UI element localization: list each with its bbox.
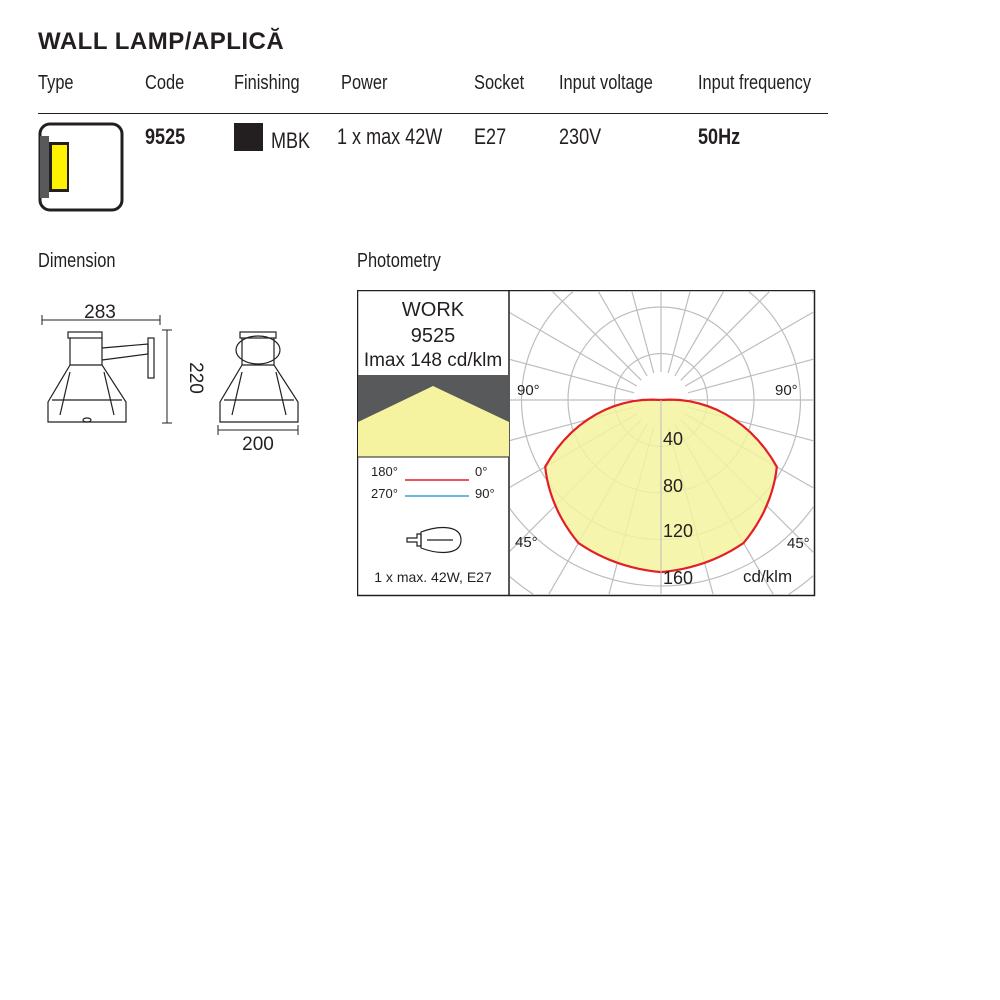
header-finishing: Finishing — [234, 72, 300, 94]
finish-swatch — [234, 123, 263, 151]
header-socket: Socket — [474, 72, 525, 94]
dimension-label: Dimension — [38, 250, 116, 272]
ring-label-40: 40 — [663, 429, 684, 449]
imax-label: Imax 148 cd/klm — [363, 350, 503, 371]
legend-red-right: 0° — [475, 464, 488, 479]
photometry-label: Photometry — [357, 250, 441, 272]
socket-value: E27 — [474, 124, 507, 149]
header-type: Type — [38, 72, 74, 94]
frequency-value: 50Hz — [698, 124, 741, 149]
header-power: Power — [341, 72, 388, 94]
header-divider — [38, 113, 828, 114]
voltage-value: 230V — [559, 124, 602, 149]
product-code: 9525 — [145, 124, 186, 149]
wall-lamp-type-icon — [38, 122, 124, 212]
unit-label: cd/klm — [743, 567, 793, 586]
angle-left-top: 90° — [517, 382, 540, 399]
header-input-frequency: Input frequency — [698, 72, 812, 94]
finishing-value: MBK — [271, 128, 311, 153]
fixture-name: WORK — [401, 299, 465, 321]
depth-label: 200 — [242, 434, 274, 455]
beam-graphic — [358, 375, 509, 457]
fixture-code: 9525 — [410, 325, 456, 347]
front-view-lamp — [220, 332, 298, 422]
power-value: 1 x max 42W — [337, 124, 443, 149]
dimension-drawing — [30, 290, 340, 470]
legend-blue-right: 90° — [475, 486, 495, 501]
ring-label-160: 160 — [663, 568, 694, 588]
side-view-lamp — [48, 332, 154, 422]
height-label: 220 — [185, 362, 206, 394]
angle-left-bottom: 45° — [515, 534, 538, 551]
ring-label-120: 120 — [663, 521, 694, 541]
angle-right-bottom: 45° — [787, 535, 810, 552]
width-label: 283 — [84, 302, 116, 323]
photometry-diagram — [357, 290, 817, 598]
lamp-spec: 1 x max. 42W, E27 — [374, 569, 492, 585]
page-title: WALL LAMP/APLICĂ — [38, 28, 285, 55]
header-code: Code — [145, 72, 185, 94]
header-input-voltage: Input voltage — [559, 72, 653, 94]
legend-red-left: 180° — [371, 464, 398, 479]
angle-right-top: 90° — [775, 382, 798, 399]
ring-label-80: 80 — [663, 476, 684, 496]
legend-blue-left: 270° — [371, 486, 398, 501]
